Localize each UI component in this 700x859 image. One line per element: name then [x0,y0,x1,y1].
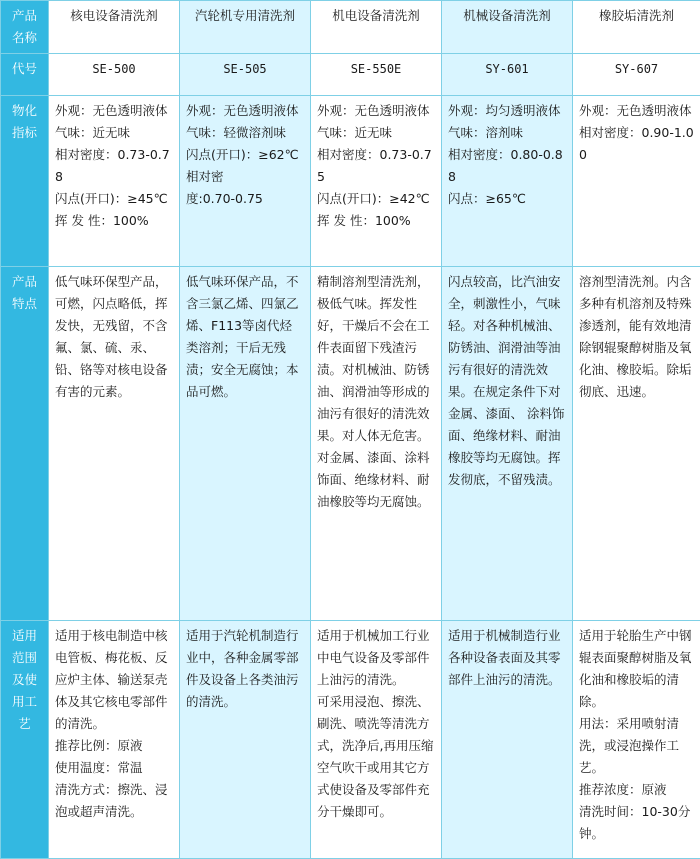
code-value-1: SE-500 [49,54,180,96]
feature-cell-2: 低气味环保产品，不含三氯乙烯、四氯乙烯、F113等卤代烃类溶剂；干后无残渍；安全无腐蚀；本品可燃。 [180,267,311,621]
code-label-cell [1,54,49,96]
physical-cell-4: 外观：均匀透明液体 气味：溶剂味 相对密度：0.80-0.88 闪点：≥65℃ [442,96,573,267]
physical-cell-1: 外观：无色透明液体 气味：近无味 相对密度：0.73-0.78 闪点(开口)：≥45℃ 挥 发 性：100% [49,96,180,267]
code-label: 代号 [12,61,37,76]
feature-cell-1: 低气味环保型产品，可燃，闪点略低，挥发快，无残留，不含氟、氯、硫、汞、铅、铬等对核电设备有害的元素。 [49,267,180,621]
physical-row [1,96,700,267]
header-row [1,1,700,54]
usage-cell-4: 适用于机械制造行业各种设备表面及其零部件上油污的清洗。 [442,621,573,859]
usage-cell-1: 适用于核电制造中核电管板、梅花板、反应炉主体、输送泵壳体及其它核电零部件的清洗。 推荐比例：原液 使用温度：常温 清洗方式：擦洗、浸泡或超声清洗。 [49,621,180,859]
usage-row [1,621,700,859]
product-header-1: 核电设备清洗剂 [49,1,180,54]
feature-cell-3: 精制溶剂型清洗剂，极低气味。挥发性好，干燥后不会在工件表面留下残渣污渍。对机械油、防锈油、润滑油等形成的油污有很好的清洗效果。对人体无危害。对金属、漆面、涂料饰面、绝缘材料、耐油橡胶等均无腐蚀。 [311,267,442,621]
code-value-2: SE-505 [180,54,311,96]
name-label-cell [1,1,49,54]
product-header-4: 机械设备清洗剂 [442,1,573,54]
feature-cell-5: 溶剂型清洗剂。内含多种有机溶剂及特殊渗透剂，能有效地清除钢辊聚醇树脂及氧化油、橡胶垢。除垢彻底、迅速。 [573,267,700,621]
code-value-5: SY-607 [573,54,700,96]
product-header-2: 汽轮机专用清洗剂 [180,1,311,54]
physical-label-cell [1,96,49,267]
usage-cell-3: 适用于机械加工行业中电气设备及零部件上油污的清洗。 可采用浸泡、擦洗、刷洗、喷洗等清洗方式，洗净后,再用压缩空气吹干或用其它方式使设备及零部件充分干燥即可。 [311,621,442,859]
usage-cell-2: 适用于汽轮机制造行业中，各种金属零部件及设备上各类油污的清洗。 [180,621,311,859]
product-header-5: 橡胶垢清洗剂 [573,1,700,54]
physical-cell-2: 外观：无色透明液体 气味：轻微溶剂味 闪点(开口)：≥62℃ 相对密 度:0.70-0.75 [180,96,311,267]
name-label: 产品名称 [12,8,37,45]
physical-cell-5: 外观：无色透明液体 相对密度：0.90-1.00 [573,96,700,267]
code-row [1,54,700,96]
feature-label-cell [1,267,49,621]
usage-cell-5: 适用于轮胎生产中钢辊表面聚醇树脂及氧化油和橡胶垢的清除。 用法：采用喷射清洗，或浸泡操作工艺。 推荐浓度：原液 清洗时间：10-30分钟。 [573,621,700,859]
feature-label: 产品特点 [12,274,37,311]
usage-label-cell [1,621,49,859]
feature-cell-4: 闪点较高，比汽油安全，刺激性小，气味轻。对各种机械油、防锈油、润滑油等油污有很好的清洗效果。在规定条件下对金属、漆面、 涂料饰面、绝缘材料、耐油橡胶等均无腐蚀。挥发彻底，不留残渍。 [442,267,573,621]
code-value-4: SY-601 [442,54,573,96]
usage-label: 适用范围及使用工艺 [12,628,37,731]
code-value-3: SE-550E [311,54,442,96]
physical-cell-3: 外观：无色透明液体 气味：近无味 相对密度：0.73-0.75 闪点(开口)：≥42℃ 挥 发 性：100% [311,96,442,267]
product-header-3: 机电设备清洗剂 [311,1,442,54]
feature-row [1,267,700,621]
physical-label: 物化指标 [12,103,37,140]
